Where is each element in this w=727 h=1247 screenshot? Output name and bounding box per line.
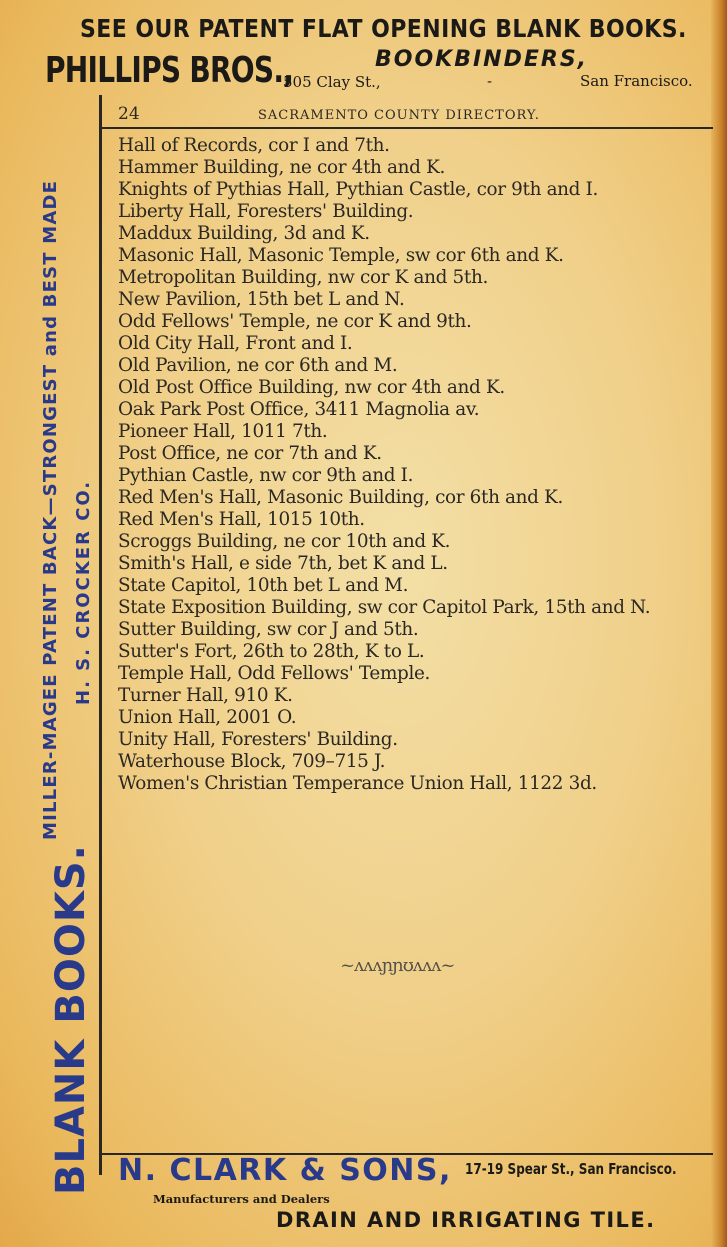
- list-item: Pythian Castle, nw cor 9th and I.: [118, 465, 414, 486]
- list-item: Old City Hall, Front and I.: [118, 333, 353, 354]
- list-item: Metropolitan Building, nw cor K and 5th.: [118, 267, 488, 288]
- list-item: Temple Hall, Odd Fellows' Temple.: [118, 663, 431, 684]
- list-item: Sutter Building, sw cor J and 5th.: [118, 619, 419, 640]
- list-item: Red Men's Hall, Masonic Building, cor 6th and K.: [118, 487, 563, 508]
- list-item: Hammer Building, ne cor 4th and K.: [118, 157, 445, 178]
- list-item: Sutter's Fort, 26th to 28th, K to L.: [118, 641, 425, 662]
- ornament-divider: ~ʌʌʌɲɲʊʌʌʌ~: [340, 955, 455, 976]
- list-item: Knights of Pythias Hall, Pythian Castle, cor 9th and I.: [118, 179, 599, 200]
- top-ad-city: San Francisco.: [580, 72, 693, 90]
- list-item: Masonic Hall, Masonic Temple, sw cor 6th and K.: [118, 245, 564, 266]
- top-ad-address: 505 Clay St.,: [283, 73, 381, 91]
- side-ad: [0, 100, 100, 1205]
- list-item: Union Hall, 2001 O.: [118, 707, 297, 728]
- page-title: SACRAMENTO COUNTY DIRECTORY.: [258, 108, 540, 123]
- directory-entries: [118, 135, 708, 795]
- footer-ad-address: 17-19 Spear St., San Francisco.: [465, 1160, 677, 1178]
- list-item: Scroggs Building, ne cor 10th and K.: [118, 531, 451, 552]
- list-item: New Pavilion, 15th bet L and N.: [118, 289, 405, 310]
- page-edge: [711, 0, 727, 1247]
- list-item: Old Pavilion, ne cor 6th and M.: [118, 355, 398, 376]
- list-item: Unity Hall, Foresters' Building.: [118, 729, 398, 750]
- list-item: Old Post Office Building, nw cor 4th and K.: [118, 377, 505, 398]
- side-ad-patent: MILLER-MAGEE PATENT BACK—STRONGEST and BEST MADE: [40, 179, 61, 840]
- list-item: Pioneer Hall, 1011 7th.: [118, 421, 328, 442]
- list-item: Post Office, ne cor 7th and K.: [118, 443, 382, 464]
- top-ad-dash: -: [487, 72, 493, 90]
- list-item: State Exposition Building, sw cor Capitol Park, 15th and N.: [118, 597, 651, 618]
- list-item: Women's Christian Temperance Union Hall, 1122 3d.: [118, 773, 597, 794]
- list-item: Maddux Building, 3d and K.: [118, 223, 370, 244]
- list-item: Liberty Hall, Foresters' Building.: [118, 201, 414, 222]
- list-item: Waterhouse Block, 709–715 J.: [118, 751, 386, 772]
- list-item: Smith's Hall, e side 7th, bet K and L.: [118, 553, 448, 574]
- list-item: Red Men's Hall, 1015 10th.: [118, 509, 365, 530]
- list-item: Oak Park Post Office, 3411 Magnolia av.: [118, 399, 480, 420]
- list-item: Hall of Records, cor I and 7th.: [118, 135, 390, 156]
- page-number: 24: [118, 104, 140, 124]
- list-item: Turner Hall, 910 K.: [118, 685, 293, 706]
- footer-ad-company: N. CLARK & SONS,: [118, 1153, 452, 1188]
- side-ad-maker: H. S. CROCKER CO.: [73, 479, 94, 705]
- footer-ad-subtitle: Manufacturers and Dealers: [153, 1192, 330, 1206]
- top-ad-trade: BOOKBINDERS,: [375, 47, 589, 72]
- list-item: Odd Fellows' Temple, ne cor K and 9th.: [118, 311, 472, 332]
- header-divider: [101, 127, 713, 129]
- top-ad-brand: PHILLIPS BROS.,: [45, 50, 294, 91]
- footer-ad-product: DRAIN AND IRRIGATING TILE.: [276, 1208, 656, 1232]
- list-item: State Capitol, 10th bet L and M.: [118, 575, 409, 596]
- top-ad-headline: SEE OUR PATENT FLAT OPENING BLANK BOOKS.: [80, 14, 687, 43]
- side-ad-books: BLANK BOOKS.: [48, 844, 94, 1195]
